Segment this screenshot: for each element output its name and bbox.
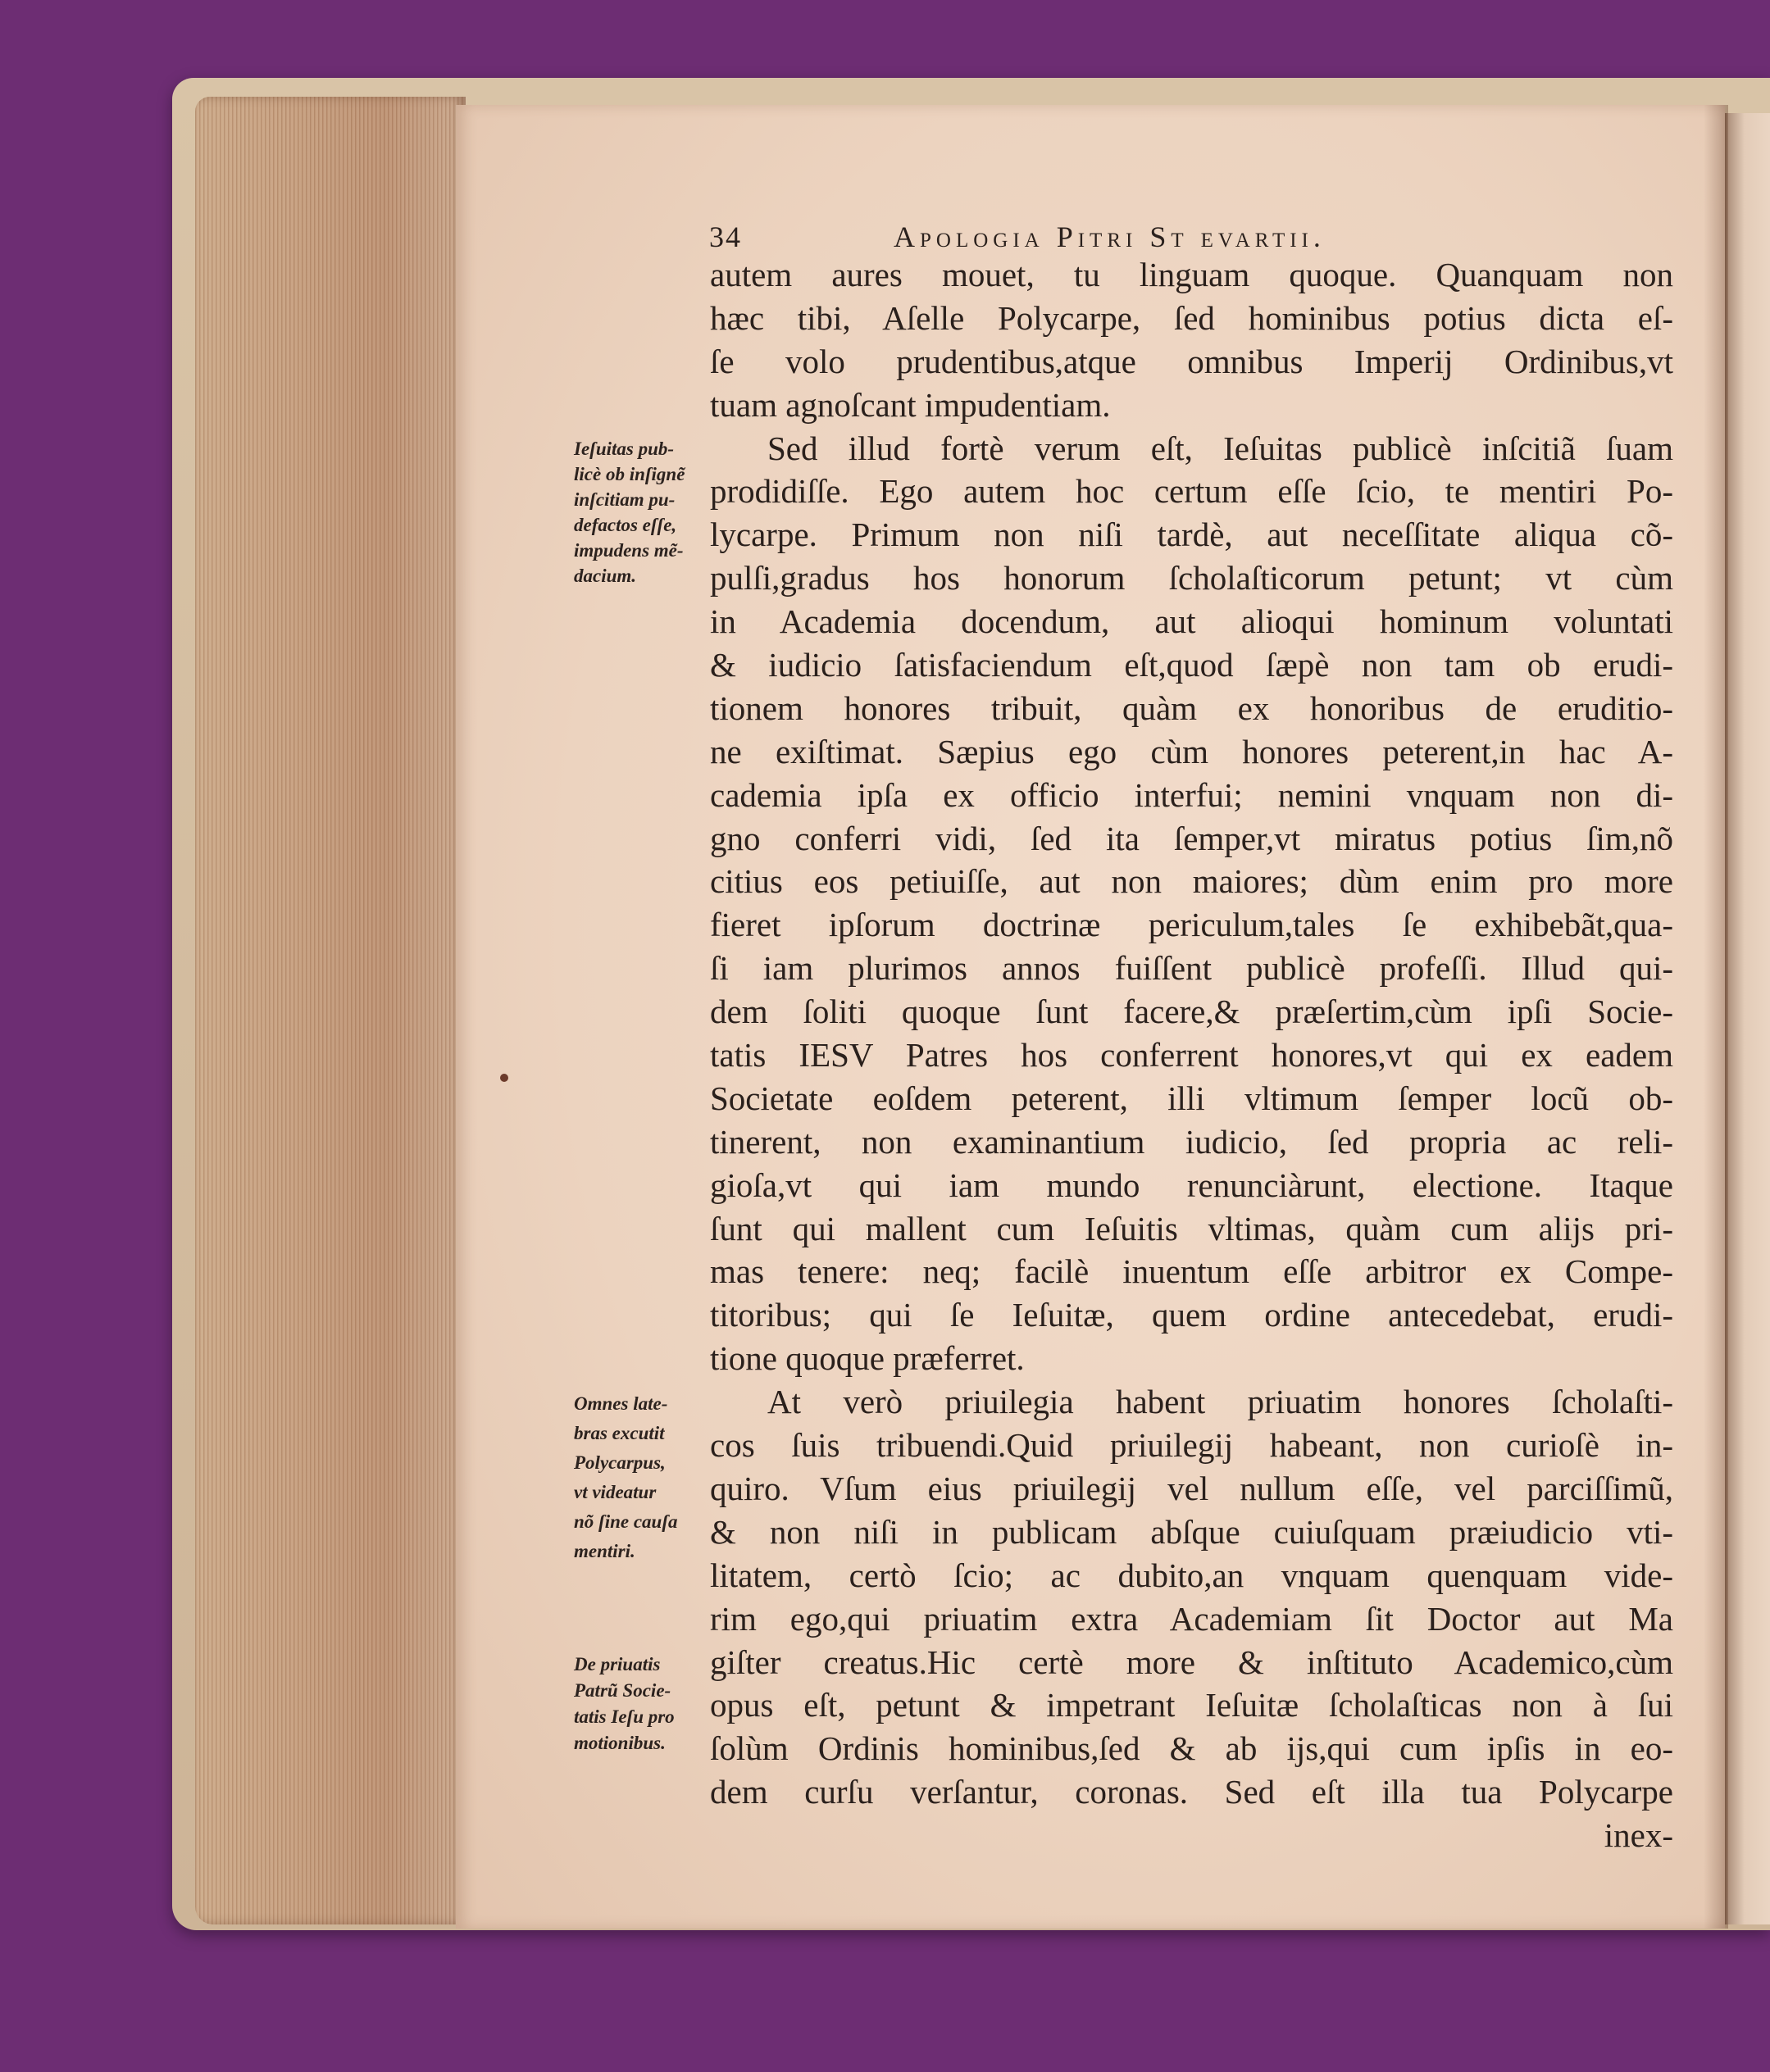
margin-note-3 [574,1652,705,1756]
catchword: inex- [1604,1816,1673,1855]
margin-note-line: inſcitiam pu- [574,489,676,510]
text-line: mas tenere: neq; facilè inuentum eſſe arbitror ex Compe- [710,1252,1673,1291]
text-line: At verò priuilegia habent priuatim honores ſcholaſti- [767,1383,1673,1421]
text-line: tionem honores tribuit, quàm ex honoribus de eruditio- [710,688,1673,727]
running-title: Apologia Pitri St evartii. [894,220,1326,253]
text-line: tuam agnoſcant impudentiam. [710,385,1111,424]
margin-note-2 [574,1389,705,1566]
text-line: gno conferri vidi, ſed ita ſemper,vt miratus potius ſim,nõ [710,819,1673,857]
margin-note-line: nõ ſine cauſa [574,1511,678,1532]
text-line: citius eos petiuiſſe, aut non maiores; dùm enim pro more [710,862,1673,901]
margin-note-line: licè ob inſignẽ [574,464,685,484]
text-line: hæc tibi, Aſelle Polycarpe, ſed hominibus potius dicta eſ- [710,298,1673,337]
text-line: titoribus; qui ſe Ieſuitæ, quem ordine antecedebat, erudi- [710,1296,1673,1334]
text-line: tinerent, non examinantium iudicio, ſed propria ac reli- [710,1122,1673,1161]
margin-note-line: Polycarpus, [574,1452,666,1473]
margin-note-line: tatis Ieſu pro [574,1706,675,1727]
margin-note-line: mentiri. [574,1541,635,1561]
text-line: prodidiſſe. Ego autem hoc certum eſſe ſcio, te mentiri Po- [710,472,1673,511]
text-line: dem curſu verſantur, coronas. Sed eſt illa tua Polycarpe [710,1773,1673,1811]
text-line: rim ego,qui priuatim extra Academiam ſit Doctor aut Ma [710,1599,1673,1638]
text-line: opus eſt, petunt & impetrant Ieſuitæ ſcholaſticas non à ſui [710,1686,1673,1724]
text-line: in Academia docendum, aut alioqui hominum voluntati [710,602,1673,641]
text-line: gioſa,vt qui iam mundo renunciàrunt, electione. Itaque [710,1166,1673,1204]
margin-note-line: dacium. [574,566,637,586]
margin-note-line: bras excutit [574,1423,665,1443]
page-stack-edge [195,97,466,1924]
text-line: quiro. Vſum eius priuilegij vel nullum eſſe, vel parciſſimũ, [710,1469,1673,1507]
text-line: autem aures mouet, tu linguam quoque. Quanquam non [710,256,1673,293]
text-line: tatis IESV Patres hos conferrent honores,vt qui ex eadem [710,1036,1673,1075]
text-line: ne exiſtimat. Sæpius ego cùm honores peterent,in hac A- [710,732,1673,770]
text-line: ſunt qui mallent cum Ieſuitis vltimas, quàm cum alijs pri- [710,1209,1673,1247]
margin-note-1 [574,436,705,588]
text-line: ſolùm Ordinis hominibus,ſed & ab ijs,qui cum ipſis in eo- [710,1729,1673,1768]
ink-spot [500,1074,508,1082]
text-line: dem ſoliti quoque ſunt facere,& præſertim,cùm ipſi Socie- [710,993,1673,1031]
body-text [710,253,1673,1857]
text-line: giſter creatus.Hic certè more & inſtituto Academico,cùm [710,1643,1673,1681]
text-line: Sed illud fortè verum eſt, Ieſuitas publicè inſcitiã ſuam [767,429,1673,467]
margin-note-line: motionibus. [574,1733,666,1753]
margin-note-line: impudens mẽ- [574,540,684,561]
facing-page-edge [1725,113,1770,1924]
margin-note-line: vt videatur [574,1482,657,1502]
text-line: & non niſi in publicam abſque cuiuſquam præiudicio vti- [710,1512,1673,1551]
text-line: Societate eoſdem peterent, illi vltimum ſemper locũ ob- [710,1079,1673,1117]
text-line: pulſi,gradus hos honorum ſcholaſticorum petunt; vt cùm [710,559,1673,598]
text-line: fieret ipſorum doctrinæ periculum,tales ſe exhibebãt,qua- [710,906,1673,944]
margin-note-line: Omnes late- [574,1393,668,1414]
page-number: 34 [709,220,742,253]
text-line: tione quoque præferret. [710,1339,1025,1378]
text-line: litatem, certò ſcio; ac dubito,an vnquam quenquam vide- [710,1556,1673,1594]
text-line: ſi iam plurimos annos fuiſſent publicè profeſſi. Illud qui- [710,949,1673,988]
margin-note-line: Patrũ Socie- [574,1680,671,1701]
text-line: cademia ipſa ex officio interfui; nemini vnquam non di- [710,775,1673,814]
text-line: lycarpe. Primum non niſi tardè, aut neceſſitate aliqua cõ- [710,516,1673,554]
gutter-shadow [1704,105,1728,1929]
margin-note-line: defactos eſſe, [574,515,677,535]
margin-note-line: De priuatis [574,1654,661,1674]
text-line: cos ſuis tribuendi.Quid priuilegij habeant, non curioſè in- [710,1426,1673,1465]
text-line: & iudicio ſatisfaciendum eſt,quod ſæpè non tam ob erudi- [710,646,1673,684]
text-line: ſe volo prudentibus,atque omnibus Imperij Ordinibus,vt [710,342,1673,380]
margin-note-line: Ieſuitas pub- [574,438,675,459]
